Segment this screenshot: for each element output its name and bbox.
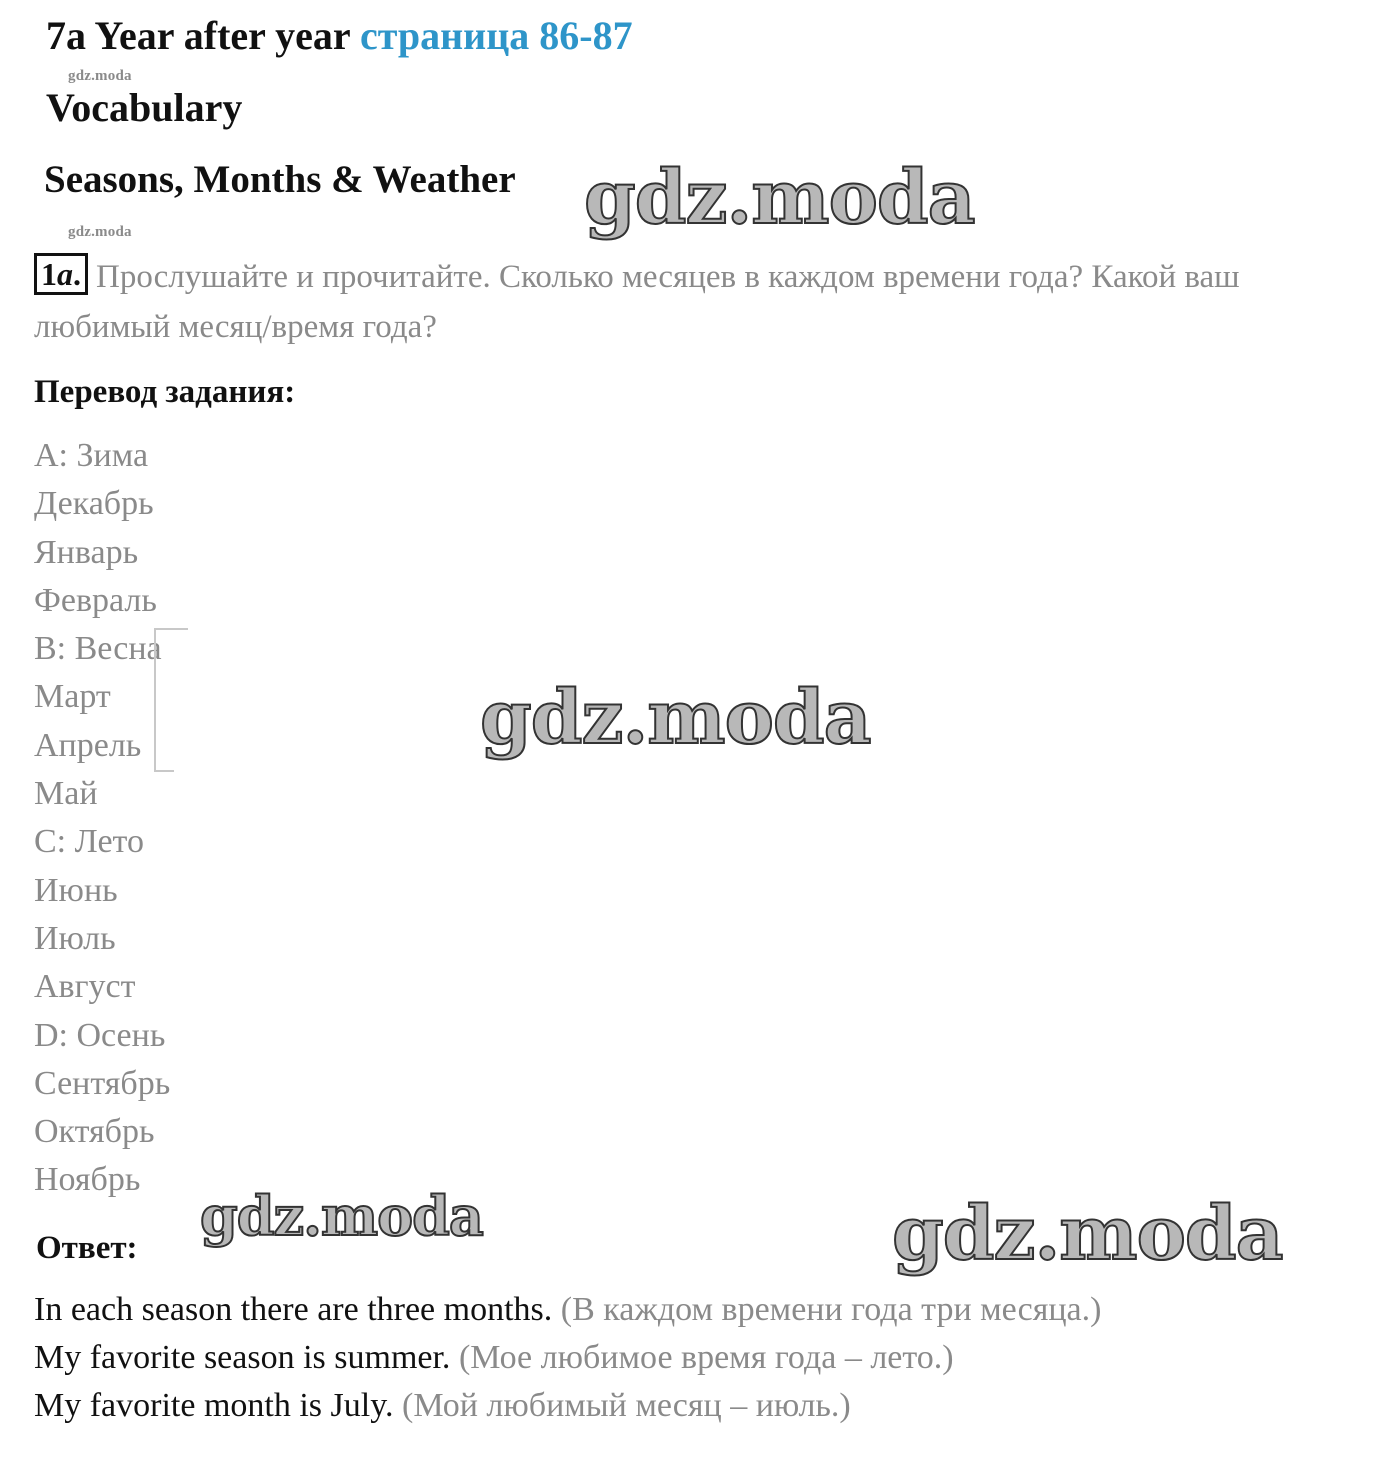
list-item: Август [34,968,136,1006]
section-heading: Vocabulary [46,85,243,130]
page-title-text: 7a Year after year [46,13,350,58]
task-instruction [34,252,1354,352]
list-item: Декабрь [34,485,154,523]
answer-russian: (Мое любимое время года – лето.) [458,1339,954,1376]
list-item: Март [34,678,111,716]
page-title [46,12,633,60]
list-item: B: Весна [34,630,162,668]
list-item: Май [34,775,98,813]
watermark-large: gdz.moda [584,155,975,241]
list-item: Ноябрь [34,1161,141,1199]
answer-russian: (В каждом времени года три месяца.) [560,1291,1102,1328]
answer-block [34,1286,1101,1430]
watermark-large: gdz.moda [200,1184,483,1248]
list-item: D: Осень [34,1016,166,1054]
task-text: Прослушайте и прочитайте. Сколько месяцев в каждом времени года? Какой ваш любимый месяц/время года? [34,259,1240,345]
answer-line [34,1286,1101,1334]
answer-line [34,1382,1101,1430]
watermark-large: gdz.moda [892,1191,1283,1277]
list-item: Июнь [34,871,118,909]
list-item: C: Лето [34,823,144,861]
list-item: Январь [34,533,139,571]
watermark-small: gdz.moda [68,224,132,240]
page-range: страница 86-87 [359,13,633,58]
selection-bracket-tick [172,628,188,630]
answer-label: Ответ: [36,1230,138,1266]
list-item: A: Зима [34,437,149,474]
list-item: Февраль [34,581,157,619]
answer-english: My favorite month is July. [34,1387,394,1424]
list-item: Апрель [34,726,142,764]
list-item: Сентябрь [34,1064,171,1102]
answer-russian: (Мой любимый месяц – июль.) [402,1387,851,1424]
selection-bracket [154,628,174,772]
task-number-badge: 1a. [34,253,88,295]
list-item: Октябрь [34,1113,155,1151]
translation-label: Перевод задания: [34,374,296,410]
answer-line [34,1334,1101,1382]
answer-english: My favorite season is summer. [34,1339,451,1376]
section-subheading: Seasons, Months & Weather [44,158,516,201]
watermark-large: gdz.moda [480,675,871,761]
watermark-small: gdz.moda [68,68,132,84]
answer-english: In each season there are three months. [34,1291,553,1328]
list-item: Июль [34,919,116,957]
translation-list [34,432,170,1205]
